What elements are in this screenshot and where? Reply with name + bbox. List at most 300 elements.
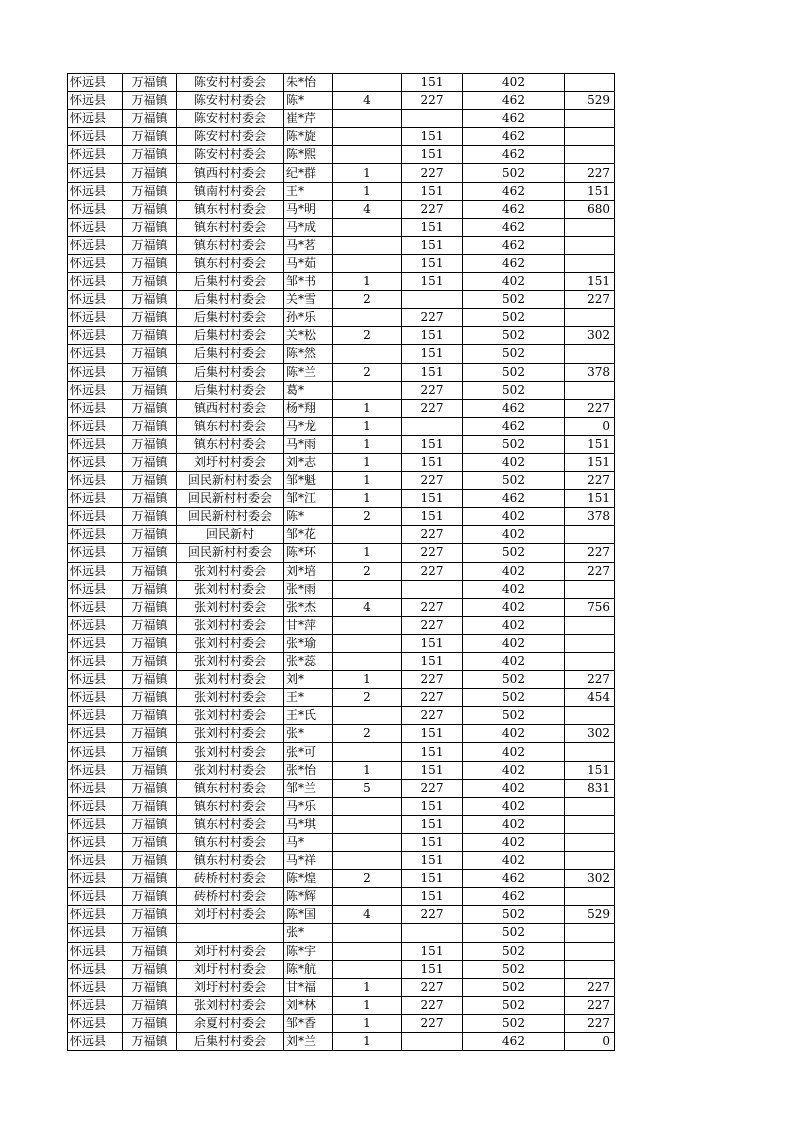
total-cell <box>565 852 615 870</box>
village-cell <box>177 924 284 942</box>
amount-b-cell: 502 <box>463 309 565 327</box>
county-cell: 怀远县 <box>68 562 123 580</box>
count-cell: 1 <box>333 996 402 1014</box>
total-cell: 0 <box>565 417 615 435</box>
amount-a-cell: 151 <box>402 870 463 888</box>
county-cell: 怀远县 <box>68 417 123 435</box>
town-cell: 万福镇 <box>123 562 177 580</box>
village-cell: 张刘村村委会 <box>177 616 284 634</box>
county-cell: 怀远县 <box>68 924 123 942</box>
amount-a-cell: 151 <box>402 146 463 164</box>
table-row <box>68 634 615 652</box>
amount-a-cell: 151 <box>402 363 463 381</box>
town-cell: 万福镇 <box>123 74 177 92</box>
name-cell: 陈*熙 <box>284 146 333 164</box>
amount-a-cell: 227 <box>402 399 463 417</box>
count-cell <box>333 218 402 236</box>
count-cell: 2 <box>333 363 402 381</box>
count-cell: 1 <box>333 1014 402 1032</box>
name-cell: 陈* <box>284 92 333 110</box>
town-cell: 万福镇 <box>123 146 177 164</box>
amount-a-cell: 151 <box>402 797 463 815</box>
total-cell: 227 <box>565 562 615 580</box>
town-cell: 万福镇 <box>123 309 177 327</box>
amount-a-cell: 151 <box>402 345 463 363</box>
table-row <box>68 833 615 851</box>
amount-b-cell: 462 <box>463 888 565 906</box>
amount-a-cell: 151 <box>402 942 463 960</box>
county-cell: 怀远县 <box>68 273 123 291</box>
amount-a-cell: 227 <box>402 92 463 110</box>
town-cell: 万福镇 <box>123 128 177 146</box>
town-cell: 万福镇 <box>123 254 177 272</box>
amount-a-cell: 151 <box>402 182 463 200</box>
count-cell: 1 <box>333 490 402 508</box>
amount-a-cell: 151 <box>402 743 463 761</box>
town-cell: 万福镇 <box>123 833 177 851</box>
table-row <box>68 996 615 1014</box>
amount-b-cell: 462 <box>463 236 565 254</box>
name-cell: 杨*翔 <box>284 399 333 417</box>
total-cell <box>565 888 615 906</box>
table-row <box>68 236 615 254</box>
table-row <box>68 435 615 453</box>
name-cell: 关*松 <box>284 327 333 345</box>
table-row <box>68 128 615 146</box>
amount-a-cell: 151 <box>402 761 463 779</box>
table-row <box>68 1032 615 1050</box>
amount-b-cell: 402 <box>463 761 565 779</box>
amount-b-cell: 402 <box>463 526 565 544</box>
total-cell: 227 <box>565 996 615 1014</box>
amount-a-cell: 227 <box>402 996 463 1014</box>
total-cell: 756 <box>565 598 615 616</box>
town-cell: 万福镇 <box>123 960 177 978</box>
table-row <box>68 544 615 562</box>
count-cell <box>333 653 402 671</box>
table-row <box>68 92 615 110</box>
amount-b-cell: 402 <box>463 833 565 851</box>
village-cell: 回民新村村委会 <box>177 544 284 562</box>
amount-b-cell: 462 <box>463 182 565 200</box>
amount-a-cell <box>402 110 463 128</box>
name-cell: 张*瑜 <box>284 634 333 652</box>
amount-a-cell <box>402 291 463 309</box>
count-cell <box>333 128 402 146</box>
village-cell: 后集村村委会 <box>177 1032 284 1050</box>
town-cell: 万福镇 <box>123 508 177 526</box>
amount-b-cell: 502 <box>463 671 565 689</box>
town-cell: 万福镇 <box>123 236 177 254</box>
count-cell: 1 <box>333 399 402 417</box>
town-cell: 万福镇 <box>123 453 177 471</box>
name-cell: 邹*江 <box>284 490 333 508</box>
town-cell: 万福镇 <box>123 978 177 996</box>
count-cell: 1 <box>333 671 402 689</box>
county-cell: 怀远县 <box>68 327 123 345</box>
village-cell: 镇东村村委会 <box>177 797 284 815</box>
village-cell: 后集村村委会 <box>177 291 284 309</box>
county-cell: 怀远县 <box>68 74 123 92</box>
county-cell: 怀远县 <box>68 906 123 924</box>
count-cell: 2 <box>333 291 402 309</box>
count-cell <box>333 924 402 942</box>
county-cell: 怀远县 <box>68 942 123 960</box>
total-cell: 151 <box>565 453 615 471</box>
amount-b-cell: 502 <box>463 345 565 363</box>
count-cell <box>333 616 402 634</box>
name-cell: 刘*兰 <box>284 1032 333 1050</box>
table-row <box>68 472 615 490</box>
count-cell: 4 <box>333 92 402 110</box>
village-cell: 张刘村村委会 <box>177 580 284 598</box>
amount-a-cell: 227 <box>402 526 463 544</box>
name-cell: 陈*兰 <box>284 363 333 381</box>
village-cell: 镇西村村委会 <box>177 164 284 182</box>
town-cell: 万福镇 <box>123 490 177 508</box>
total-cell <box>565 580 615 598</box>
name-cell: 陈*辉 <box>284 888 333 906</box>
town-cell: 万福镇 <box>123 761 177 779</box>
amount-b-cell: 402 <box>463 779 565 797</box>
amount-a-cell: 151 <box>402 453 463 471</box>
town-cell: 万福镇 <box>123 725 177 743</box>
amount-a-cell: 227 <box>402 978 463 996</box>
total-cell: 302 <box>565 870 615 888</box>
town-cell: 万福镇 <box>123 399 177 417</box>
table-row <box>68 960 615 978</box>
amount-b-cell: 502 <box>463 924 565 942</box>
amount-b-cell: 402 <box>463 725 565 743</box>
total-cell: 378 <box>565 508 615 526</box>
town-cell: 万福镇 <box>123 996 177 1014</box>
count-cell <box>333 634 402 652</box>
village-cell: 刘圩村村委会 <box>177 942 284 960</box>
count-cell: 1 <box>333 273 402 291</box>
village-cell: 后集村村委会 <box>177 363 284 381</box>
amount-a-cell: 227 <box>402 779 463 797</box>
amount-b-cell: 402 <box>463 580 565 598</box>
amount-a-cell: 151 <box>402 327 463 345</box>
name-cell: 朱*怡 <box>284 74 333 92</box>
village-cell: 镇东村村委会 <box>177 236 284 254</box>
name-cell: 张* <box>284 725 333 743</box>
amount-b-cell: 502 <box>463 707 565 725</box>
town-cell: 万福镇 <box>123 273 177 291</box>
county-cell: 怀远县 <box>68 888 123 906</box>
total-cell: 454 <box>565 689 615 707</box>
table-row <box>68 345 615 363</box>
county-cell: 怀远县 <box>68 580 123 598</box>
county-cell: 怀远县 <box>68 689 123 707</box>
village-cell: 镇东村村委会 <box>177 779 284 797</box>
table-row <box>68 327 615 345</box>
county-cell: 怀远县 <box>68 707 123 725</box>
name-cell: 邹*兰 <box>284 779 333 797</box>
total-cell: 151 <box>565 273 615 291</box>
village-cell: 后集村村委会 <box>177 273 284 291</box>
amount-a-cell <box>402 924 463 942</box>
county-cell: 怀远县 <box>68 653 123 671</box>
amount-b-cell: 402 <box>463 653 565 671</box>
name-cell: 葛* <box>284 381 333 399</box>
table-row <box>68 490 615 508</box>
total-cell <box>565 146 615 164</box>
table-row <box>68 218 615 236</box>
total-cell: 378 <box>565 363 615 381</box>
county-cell: 怀远县 <box>68 146 123 164</box>
county-cell: 怀远县 <box>68 399 123 417</box>
total-cell <box>565 960 615 978</box>
village-cell: 张刘村村委会 <box>177 761 284 779</box>
amount-a-cell: 151 <box>402 273 463 291</box>
village-cell: 张刘村村委会 <box>177 689 284 707</box>
amount-b-cell: 402 <box>463 562 565 580</box>
county-cell: 怀远县 <box>68 453 123 471</box>
name-cell: 陈*宇 <box>284 942 333 960</box>
town-cell: 万福镇 <box>123 1032 177 1050</box>
count-cell <box>333 74 402 92</box>
amount-a-cell: 151 <box>402 725 463 743</box>
village-cell: 陈安村村委会 <box>177 146 284 164</box>
total-cell: 0 <box>565 1032 615 1050</box>
table-row <box>68 906 615 924</box>
count-cell: 1 <box>333 435 402 453</box>
amount-b-cell: 402 <box>463 273 565 291</box>
amount-a-cell: 151 <box>402 960 463 978</box>
amount-a-cell: 151 <box>402 490 463 508</box>
amount-a-cell: 151 <box>402 653 463 671</box>
amount-a-cell: 151 <box>402 508 463 526</box>
county-cell: 怀远县 <box>68 291 123 309</box>
amount-a-cell: 227 <box>402 562 463 580</box>
name-cell: 陈*国 <box>284 906 333 924</box>
table-row <box>68 707 615 725</box>
table-row <box>68 815 615 833</box>
county-cell: 怀远县 <box>68 164 123 182</box>
table-row <box>68 182 615 200</box>
county-cell: 怀远县 <box>68 435 123 453</box>
count-cell <box>333 309 402 327</box>
name-cell: 马*乐 <box>284 797 333 815</box>
total-cell: 151 <box>565 182 615 200</box>
count-cell <box>333 888 402 906</box>
count-cell <box>333 254 402 272</box>
amount-a-cell: 227 <box>402 472 463 490</box>
county-cell: 怀远县 <box>68 490 123 508</box>
county-cell: 怀远县 <box>68 218 123 236</box>
amount-a-cell: 227 <box>402 1014 463 1032</box>
village-cell: 张刘村村委会 <box>177 743 284 761</box>
name-cell: 甘*福 <box>284 978 333 996</box>
total-cell: 831 <box>565 779 615 797</box>
table-body <box>68 74 615 1051</box>
count-cell: 1 <box>333 1032 402 1050</box>
town-cell: 万福镇 <box>123 616 177 634</box>
village-cell: 镇东村村委会 <box>177 435 284 453</box>
amount-b-cell: 502 <box>463 689 565 707</box>
town-cell: 万福镇 <box>123 544 177 562</box>
count-cell: 2 <box>333 327 402 345</box>
county-cell: 怀远县 <box>68 92 123 110</box>
county-cell: 怀远县 <box>68 381 123 399</box>
amount-b-cell: 462 <box>463 110 565 128</box>
village-cell: 张刘村村委会 <box>177 598 284 616</box>
amount-b-cell: 502 <box>463 164 565 182</box>
amount-b-cell: 402 <box>463 508 565 526</box>
town-cell: 万福镇 <box>123 1014 177 1032</box>
county-cell: 怀远县 <box>68 236 123 254</box>
total-cell <box>565 653 615 671</box>
village-cell: 镇东村村委会 <box>177 815 284 833</box>
name-cell: 邹*香 <box>284 1014 333 1032</box>
name-cell: 陈*煌 <box>284 870 333 888</box>
table-row <box>68 562 615 580</box>
name-cell: 张*可 <box>284 743 333 761</box>
name-cell: 刘*志 <box>284 453 333 471</box>
village-cell: 张刘村村委会 <box>177 671 284 689</box>
town-cell: 万福镇 <box>123 291 177 309</box>
total-cell <box>565 236 615 254</box>
county-cell: 怀远县 <box>68 182 123 200</box>
amount-b-cell: 502 <box>463 942 565 960</box>
table-row <box>68 1014 615 1032</box>
table-row <box>68 616 615 634</box>
village-cell: 刘圩村村委会 <box>177 978 284 996</box>
name-cell: 马*茹 <box>284 254 333 272</box>
total-cell <box>565 743 615 761</box>
count-cell: 4 <box>333 598 402 616</box>
amount-a-cell: 151 <box>402 634 463 652</box>
count-cell: 1 <box>333 978 402 996</box>
total-cell: 227 <box>565 1014 615 1032</box>
amount-a-cell: 227 <box>402 689 463 707</box>
total-cell: 227 <box>565 399 615 417</box>
total-cell <box>565 634 615 652</box>
county-cell: 怀远县 <box>68 254 123 272</box>
village-cell: 陈安村村委会 <box>177 110 284 128</box>
county-cell: 怀远县 <box>68 598 123 616</box>
amount-b-cell: 462 <box>463 1032 565 1050</box>
amount-b-cell: 502 <box>463 1014 565 1032</box>
village-cell: 张刘村村委会 <box>177 562 284 580</box>
village-cell: 镇东村村委会 <box>177 417 284 435</box>
total-cell <box>565 815 615 833</box>
count-cell: 1 <box>333 164 402 182</box>
amount-b-cell: 402 <box>463 453 565 471</box>
village-cell: 砖桥村村委会 <box>177 870 284 888</box>
amount-b-cell: 502 <box>463 327 565 345</box>
name-cell: 崔*芹 <box>284 110 333 128</box>
total-cell: 227 <box>565 291 615 309</box>
village-cell: 张刘村村委会 <box>177 707 284 725</box>
total-cell <box>565 526 615 544</box>
table-row <box>68 653 615 671</box>
amount-a-cell: 227 <box>402 309 463 327</box>
amount-b-cell: 502 <box>463 996 565 1014</box>
table-row <box>68 797 615 815</box>
town-cell: 万福镇 <box>123 779 177 797</box>
town-cell: 万福镇 <box>123 634 177 652</box>
village-cell: 刘圩村村委会 <box>177 960 284 978</box>
table-row <box>68 526 615 544</box>
count-cell: 1 <box>333 182 402 200</box>
amount-b-cell: 462 <box>463 254 565 272</box>
table-row <box>68 453 615 471</box>
town-cell: 万福镇 <box>123 526 177 544</box>
amount-b-cell: 502 <box>463 472 565 490</box>
village-cell: 陈安村村委会 <box>177 92 284 110</box>
village-cell: 后集村村委会 <box>177 381 284 399</box>
town-cell: 万福镇 <box>123 110 177 128</box>
amount-b-cell: 462 <box>463 218 565 236</box>
table-row <box>68 598 615 616</box>
town-cell: 万福镇 <box>123 743 177 761</box>
count-cell <box>333 942 402 960</box>
count-cell: 5 <box>333 779 402 797</box>
total-cell <box>565 924 615 942</box>
county-cell: 怀远县 <box>68 616 123 634</box>
total-cell <box>565 74 615 92</box>
amount-b-cell: 502 <box>463 906 565 924</box>
town-cell: 万福镇 <box>123 671 177 689</box>
table-row <box>68 254 615 272</box>
name-cell: 马*龙 <box>284 417 333 435</box>
county-cell: 怀远县 <box>68 128 123 146</box>
amount-b-cell: 402 <box>463 852 565 870</box>
amount-a-cell: 227 <box>402 616 463 634</box>
village-cell: 张刘村村委会 <box>177 653 284 671</box>
town-cell: 万福镇 <box>123 435 177 453</box>
amount-b-cell: 502 <box>463 960 565 978</box>
amount-b-cell: 462 <box>463 146 565 164</box>
name-cell: 关*雪 <box>284 291 333 309</box>
data-table <box>67 73 615 1051</box>
name-cell: 马* <box>284 833 333 851</box>
town-cell: 万福镇 <box>123 888 177 906</box>
county-cell: 怀远县 <box>68 309 123 327</box>
town-cell: 万福镇 <box>123 924 177 942</box>
village-cell: 张刘村村委会 <box>177 634 284 652</box>
name-cell: 邹*魁 <box>284 472 333 490</box>
name-cell: 邹*花 <box>284 526 333 544</box>
amount-a-cell: 227 <box>402 164 463 182</box>
count-cell: 2 <box>333 562 402 580</box>
amount-b-cell: 502 <box>463 435 565 453</box>
table-row <box>68 743 615 761</box>
county-cell: 怀远县 <box>68 870 123 888</box>
name-cell: 马*茗 <box>284 236 333 254</box>
total-cell <box>565 797 615 815</box>
county-cell: 怀远县 <box>68 671 123 689</box>
village-cell: 镇西村村委会 <box>177 399 284 417</box>
count-cell <box>333 960 402 978</box>
name-cell: 张*蕊 <box>284 653 333 671</box>
village-cell: 镇东村村委会 <box>177 218 284 236</box>
village-cell: 刘圩村村委会 <box>177 906 284 924</box>
name-cell: 张* <box>284 924 333 942</box>
town-cell: 万福镇 <box>123 182 177 200</box>
amount-b-cell: 462 <box>463 399 565 417</box>
table-row <box>68 580 615 598</box>
county-cell: 怀远县 <box>68 960 123 978</box>
name-cell: 马*成 <box>284 218 333 236</box>
amount-b-cell: 462 <box>463 490 565 508</box>
village-cell: 陈安村村委会 <box>177 128 284 146</box>
table-row <box>68 852 615 870</box>
total-cell: 529 <box>565 92 615 110</box>
name-cell: 马*祥 <box>284 852 333 870</box>
